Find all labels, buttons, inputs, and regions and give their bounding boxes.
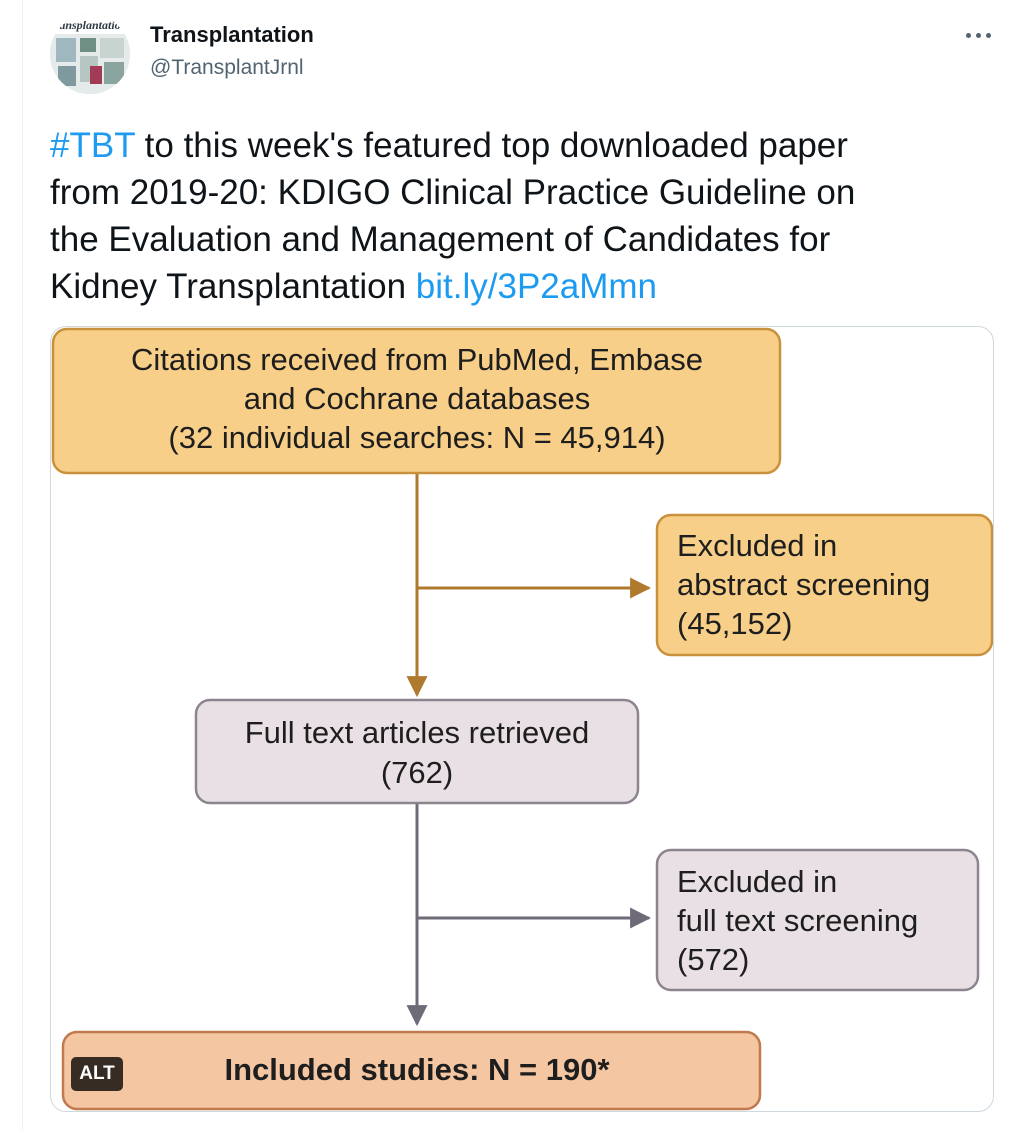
- more-horizontal-icon: [986, 33, 991, 38]
- hashtag-link[interactable]: #TBT: [50, 126, 135, 165]
- tweet-text-segment: the Evaluation and Management of Candidates for: [50, 220, 831, 259]
- tweet-media-image[interactable]: [50, 326, 994, 1112]
- tweet-text-line: [50, 263, 980, 310]
- tweet-text-segment: Kidney Transplantation: [50, 267, 416, 306]
- box-excluded-full-text: [657, 850, 978, 990]
- alt-text-badge[interactable]: ALT: [71, 1057, 123, 1091]
- box-excluded-full-text-line-1: Excluded in: [677, 864, 838, 899]
- box-citations-line-2: and Cochrane databases: [243, 381, 591, 416]
- tweet-text-line: [50, 169, 980, 216]
- box-citations-line-3: (32 individual searches: N = 45,914): [168, 420, 666, 455]
- box-included-text: Included studies: N = 190*: [224, 1052, 610, 1087]
- more-horizontal-icon: [966, 33, 971, 38]
- journal-cover-icon: [50, 14, 130, 94]
- tweet-text-segment: to this week's featured top downloaded paper: [134, 126, 848, 165]
- author-avatar[interactable]: [50, 14, 130, 94]
- box-included: [63, 1032, 760, 1109]
- avatar-masthead: ansplantatio: [59, 18, 121, 32]
- box-full-text-line-2: (762): [380, 755, 454, 790]
- timeline-divider: [22, 0, 23, 1131]
- prisma-flowchart: [51, 327, 993, 1111]
- tweet-text: [50, 122, 980, 310]
- box-excluded-abstract-line-2: abstract screening: [677, 567, 931, 602]
- box-excluded-abstract-line-3: (45,152): [677, 606, 793, 641]
- box-full-text: [196, 700, 638, 803]
- more-horizontal-icon: [976, 33, 981, 38]
- author-handle[interactable]: @TransplantJrnl: [150, 56, 304, 79]
- tweet-text-segment: from 2019-20: KDIGO Clinical Practice Guideline on: [50, 173, 856, 212]
- box-excluded-full-text-line-2: full text screening: [677, 903, 919, 938]
- more-options-button[interactable]: [958, 20, 998, 50]
- box-citations-line-1: Citations received from PubMed, Embase: [130, 342, 704, 377]
- box-citations: [53, 329, 780, 473]
- author-display-name[interactable]: Transplantation: [150, 22, 314, 47]
- box-excluded-abstract: [657, 515, 992, 655]
- tweet-text-line: [50, 216, 980, 263]
- url-link[interactable]: bit.ly/3P2aMmn: [415, 267, 658, 306]
- tweet-text-line: [50, 122, 980, 169]
- box-full-text-line-1: Full text articles retrieved: [244, 715, 590, 750]
- box-excluded-full-text-line-3: (572): [677, 942, 750, 977]
- box-excluded-abstract-line-1: Excluded in: [677, 528, 838, 563]
